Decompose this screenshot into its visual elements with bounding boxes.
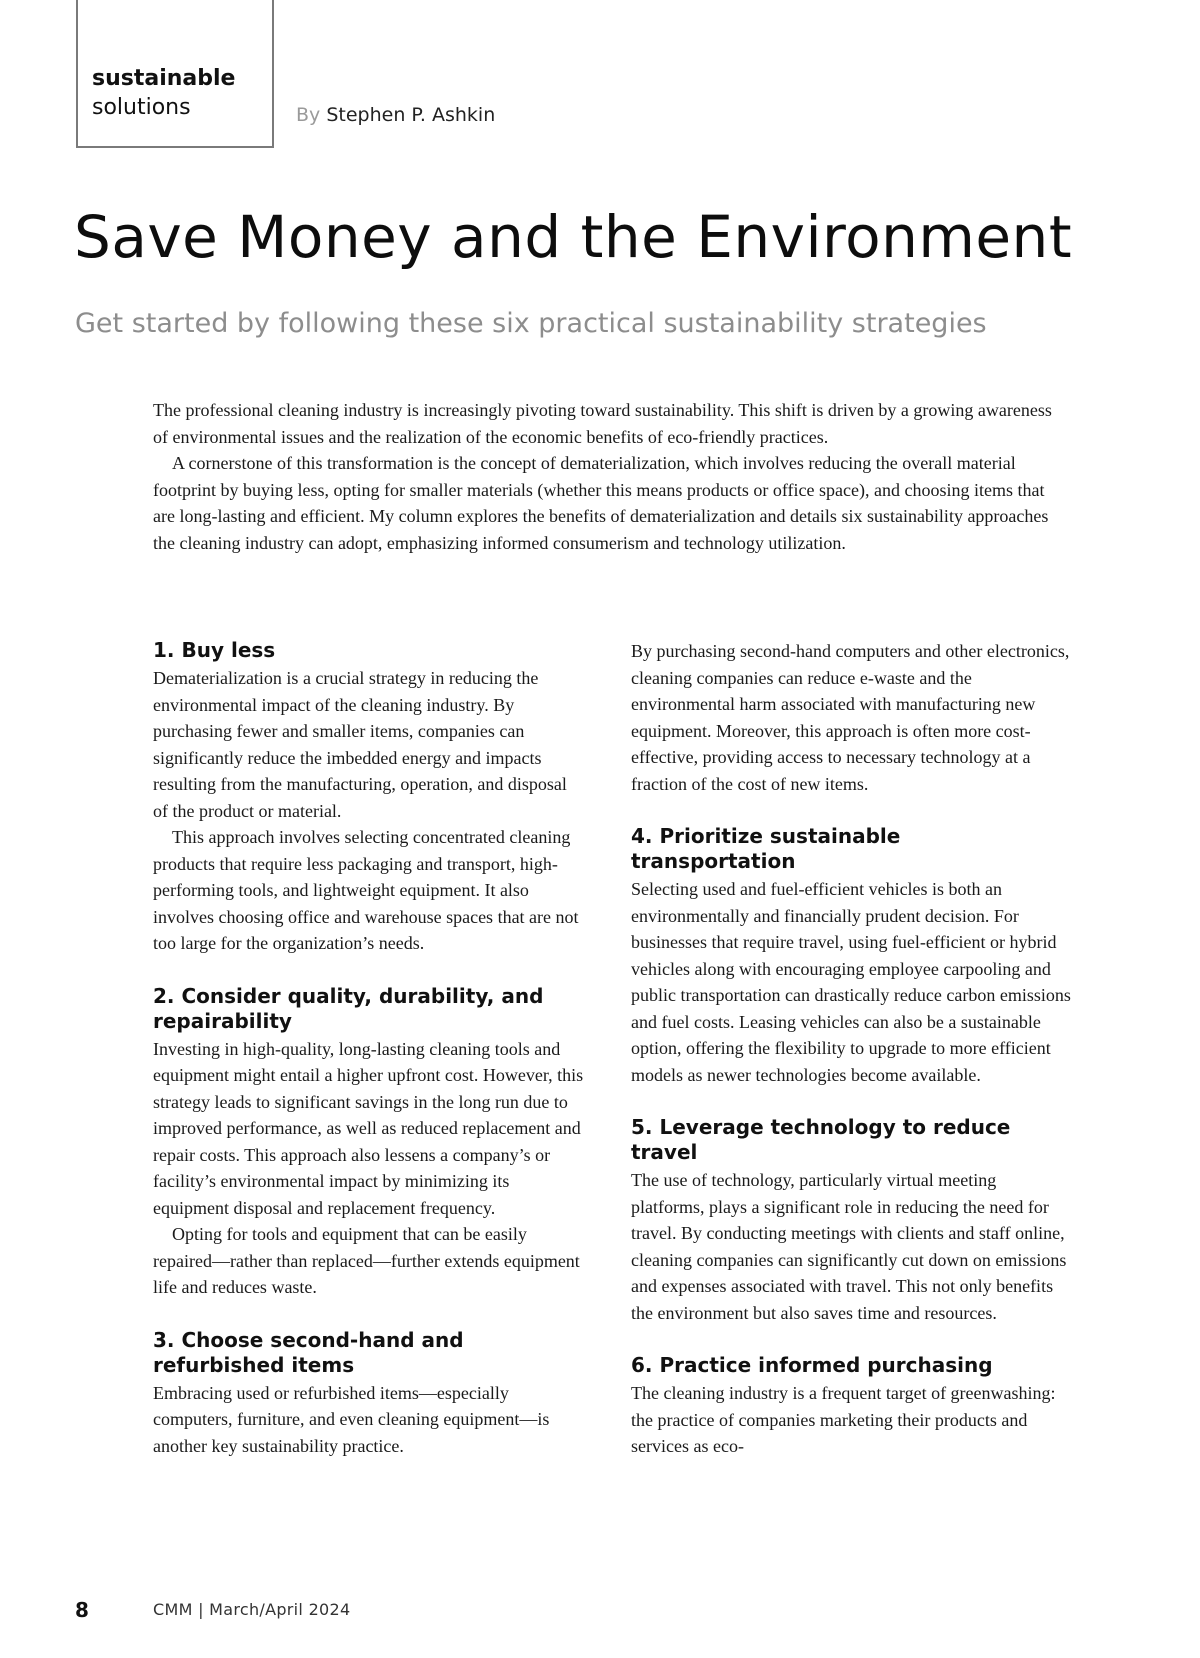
section-paragraph: Selecting used and fuel-efficient vehicles is both an environmentally and financially prudent decision. For businesses that require travel, using fuel-efficient or hybrid vehicles along with encouraging employee carpooling and public transportation can drastically reduce carbon emissions and fuel costs. Leasing vehicles can also be a sustainable option, offering the flexibility to upgrade to more efficient models as newer technologies become available. [631, 879, 1071, 1085]
section-paragraph: The cleaning industry is a frequent target of greenwashing: the practice of companies marketing their products and services as eco- [631, 1383, 1056, 1456]
section-heading: 1. Buy less [153, 638, 276, 662]
page-number: 8 [75, 1598, 89, 1622]
left-column [153, 638, 585, 1459]
section-heading: 3. Choose second-hand and refurbished items [153, 1327, 464, 1377]
right-column [631, 638, 1071, 1460]
article-title: Save Money and the Environment [74, 203, 1073, 271]
byline-author: Stephen P. Ashkin [326, 104, 496, 126]
section-paragraph: The use of technology, particularly virtual meeting platforms, plays a significant role in reducing the need for travel. By conducting meetings with clients and staff online, cleaning companies can significantly cut down on emissions and expenses associated with travel. This not only benefits the environment but also saves time and resources. [631, 1170, 1067, 1323]
section-paragraph: This approach involves selecting concentrated cleaning products that require less packaging and transport, high-performing tools, and lightweight equipment. It also involves choosing office and warehouse spaces that are not too large for the organization’s needs. [153, 827, 579, 953]
section-paragraph: By purchasing second-hand computers and other electronics, cleaning companies can reduce e-waste and the environmental harm associated with manufacturing new equipment. Moreover, this approach is often more cost-effective, providing access to necessary technology at a fraction of the cost of new items. [631, 641, 1070, 794]
section-tag-line2: solutions [92, 95, 191, 120]
byline [296, 104, 495, 126]
section-heading: 6. Practice informed purchasing [631, 1353, 993, 1377]
section-paragraph: Investing in high-quality, long-lasting cleaning tools and equipment might entail a higher upfront cost. However, this strategy leads to significant savings in the long run due to improved performance, as well as reduced replacement and repair costs. This approach also lessens a company’s or facility’s environmental impact by minimizing its equipment disposal and replacement frequency. [153, 1038, 584, 1218]
intro [153, 397, 1063, 556]
section-heading: 4. Prioritize sustainable transportation [631, 824, 901, 873]
section-tag-line1: sustainable [92, 66, 236, 91]
intro-paragraph: The professional cleaning industry is increasingly pivoting toward sustainability. This shift is driven by a growing awareness of environmental issues and the realization of the economic benefits of eco-friendly practices. [153, 400, 1052, 447]
section-paragraph: Dematerialization is a crucial strategy in reducing the environmental impact of the cleaning industry. By purchasing fewer and smaller items, companies can significantly reduce the imbedded energy and impacts resulting from the manufacturing, operation, and disposal of the product or material. [153, 668, 567, 821]
section-paragraph: Embracing used or refurbished items—especially computers, furniture, and even cleaning equipment—is another key sustainability practice. [153, 1382, 550, 1456]
section-heading: 5. Leverage technology to reduce travel [631, 1115, 1011, 1164]
publication-info: CMM | March/April 2024 [153, 1600, 351, 1619]
intro-paragraph: A cornerstone of this transformation is the concept of dematerialization, which involves reducing the overall material footprint by buying less, opting for smaller materials (whether this means products or office space), and choosing items that are long-lasting and efficient. My column explores the benefits of dematerialization and details six sustainability approaches the cleaning industry can adopt, emphasizing informed consumerism and technology utilization. [153, 453, 1049, 553]
section-paragraph: Opting for tools and equipment that can be easily repaired—rather than replaced—further extends equipment life and reduces waste. [153, 1224, 580, 1297]
section-tag [76, 0, 274, 148]
section-heading: 2. Consider quality, durability, and repairability [153, 983, 544, 1033]
byline-prefix: By [296, 104, 321, 126]
article-subtitle: Get started by following these six practical sustainability strategies [75, 308, 987, 339]
